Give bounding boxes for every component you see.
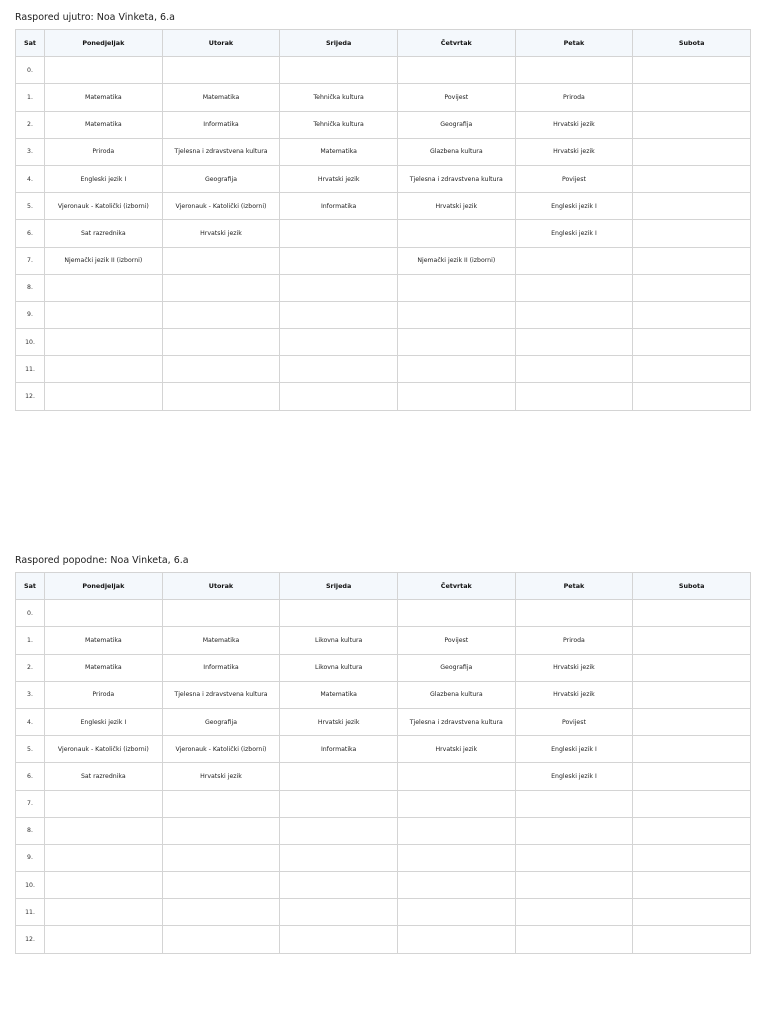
lesson-cell-srijeda [280, 247, 398, 274]
lesson-cell-petak [515, 274, 633, 301]
lesson-cell-cetvrtak: Geografija [397, 654, 515, 681]
morning-schedule [15, 12, 751, 411]
lesson-cell-ponedjeljak: Priroda [45, 138, 163, 165]
table-row [16, 193, 751, 220]
lesson-cell-cetvrtak: Njemački jezik II (izborni) [397, 247, 515, 274]
period-number: 0. [16, 57, 45, 84]
lesson-cell-subota [633, 274, 751, 301]
morning-timetable [15, 29, 751, 411]
lesson-cell-ponedjeljak [45, 790, 163, 817]
lesson-cell-ponedjeljak [45, 356, 163, 383]
lesson-cell-petak [515, 899, 633, 926]
lesson-cell-petak [515, 356, 633, 383]
lesson-cell-petak: Povijest [515, 165, 633, 192]
lesson-cell-srijeda [280, 57, 398, 84]
lesson-cell-cetvrtak: Povijest [397, 627, 515, 654]
lesson-cell-petak: Priroda [515, 84, 633, 111]
lesson-cell-ponedjeljak [45, 274, 163, 301]
lesson-cell-srijeda [280, 763, 398, 790]
period-number: 0. [16, 600, 45, 627]
lesson-cell-srijeda: Likovna kultura [280, 654, 398, 681]
lesson-cell-utorak [162, 899, 280, 926]
lesson-cell-subota [633, 681, 751, 708]
lesson-cell-utorak: Geografija [162, 165, 280, 192]
lesson-cell-petak [515, 790, 633, 817]
lesson-cell-utorak [162, 817, 280, 844]
lesson-cell-cetvrtak [397, 844, 515, 871]
lesson-cell-ponedjeljak [45, 57, 163, 84]
table-row [16, 274, 751, 301]
lesson-cell-ponedjeljak [45, 817, 163, 844]
lesson-cell-petak [515, 844, 633, 871]
lesson-cell-srijeda: Informatika [280, 736, 398, 763]
lesson-cell-cetvrtak [397, 600, 515, 627]
period-number: 12. [16, 383, 45, 410]
period-number: 2. [16, 111, 45, 138]
afternoon-table-body [16, 600, 751, 953]
lesson-cell-ponedjeljak [45, 301, 163, 328]
table-row [16, 681, 751, 708]
lesson-cell-utorak: Tjelesna i zdravstvena kultura [162, 138, 280, 165]
lesson-cell-srijeda: Hrvatski jezik [280, 708, 398, 735]
period-number: 12. [16, 926, 45, 953]
lesson-cell-subota [633, 817, 751, 844]
column-header-srijeda: Srijeda [280, 573, 398, 600]
afternoon-timetable [15, 572, 751, 954]
lesson-cell-petak: Hrvatski jezik [515, 681, 633, 708]
lesson-cell-cetvrtak: Tjelesna i zdravstvena kultura [397, 165, 515, 192]
lesson-cell-cetvrtak [397, 899, 515, 926]
lesson-cell-srijeda [280, 329, 398, 356]
lesson-cell-ponedjeljak: Vjeronauk - Katolički (izborni) [45, 736, 163, 763]
lesson-cell-petak: Engleski jezik I [515, 220, 633, 247]
lesson-cell-subota [633, 57, 751, 84]
lesson-cell-petak: Engleski jezik I [515, 193, 633, 220]
header-row [16, 30, 751, 57]
lesson-cell-ponedjeljak [45, 329, 163, 356]
lesson-cell-utorak [162, 57, 280, 84]
period-number: 9. [16, 301, 45, 328]
table-row [16, 654, 751, 681]
table-row [16, 899, 751, 926]
lesson-cell-ponedjeljak [45, 600, 163, 627]
column-header-subota: Subota [633, 573, 751, 600]
lesson-cell-srijeda [280, 600, 398, 627]
lesson-cell-utorak [162, 926, 280, 953]
lesson-cell-utorak [162, 356, 280, 383]
lesson-cell-ponedjeljak: Njemački jezik II (izborni) [45, 247, 163, 274]
table-row [16, 383, 751, 410]
period-number: 8. [16, 274, 45, 301]
lesson-cell-petak: Povijest [515, 708, 633, 735]
table-row [16, 600, 751, 627]
lesson-cell-srijeda: Likovna kultura [280, 627, 398, 654]
lesson-cell-utorak [162, 329, 280, 356]
lesson-cell-petak [515, 600, 633, 627]
lesson-cell-subota [633, 708, 751, 735]
lesson-cell-petak: Hrvatski jezik [515, 654, 633, 681]
table-row [16, 301, 751, 328]
period-number: 10. [16, 872, 45, 899]
lesson-cell-cetvrtak: Povijest [397, 84, 515, 111]
lesson-cell-srijeda [280, 274, 398, 301]
lesson-cell-utorak [162, 274, 280, 301]
lesson-cell-subota [633, 899, 751, 926]
table-row [16, 708, 751, 735]
lesson-cell-petak: Engleski jezik I [515, 736, 633, 763]
table-row [16, 817, 751, 844]
lesson-cell-cetvrtak [397, 872, 515, 899]
table-row [16, 356, 751, 383]
column-header-subota: Subota [633, 30, 751, 57]
lesson-cell-cetvrtak [397, 763, 515, 790]
lesson-cell-petak: Priroda [515, 627, 633, 654]
lesson-cell-srijeda: Tehnička kultura [280, 84, 398, 111]
lesson-cell-utorak: Informatika [162, 654, 280, 681]
lesson-cell-subota [633, 763, 751, 790]
table-row [16, 138, 751, 165]
column-header-utorak: Utorak [162, 30, 280, 57]
period-number: 1. [16, 84, 45, 111]
lesson-cell-petak: Engleski jezik I [515, 763, 633, 790]
lesson-cell-utorak: Tjelesna i zdravstvena kultura [162, 681, 280, 708]
period-number: 4. [16, 165, 45, 192]
period-number: 10. [16, 329, 45, 356]
lesson-cell-srijeda: Tehnička kultura [280, 111, 398, 138]
period-number: 3. [16, 138, 45, 165]
lesson-cell-subota [633, 736, 751, 763]
lesson-cell-subota [633, 627, 751, 654]
lesson-cell-petak [515, 926, 633, 953]
lesson-cell-cetvrtak [397, 301, 515, 328]
period-number: 6. [16, 763, 45, 790]
column-header-ponedjeljak: Ponedjeljak [45, 573, 163, 600]
lesson-cell-petak [515, 301, 633, 328]
lesson-cell-petak [515, 329, 633, 356]
lesson-cell-utorak: Vjeronauk - Katolički (izborni) [162, 193, 280, 220]
lesson-cell-subota [633, 872, 751, 899]
period-number: 4. [16, 708, 45, 735]
lesson-cell-cetvrtak: Glazbena kultura [397, 681, 515, 708]
period-number: 8. [16, 817, 45, 844]
lesson-cell-subota [633, 220, 751, 247]
table-row [16, 111, 751, 138]
afternoon-schedule-title: Raspored popodne: Noa Vinketa, 6.a [15, 555, 189, 566]
table-row [16, 220, 751, 247]
period-number: 7. [16, 247, 45, 274]
lesson-cell-subota [633, 844, 751, 871]
lesson-cell-srijeda: Matematika [280, 138, 398, 165]
lesson-cell-subota [633, 383, 751, 410]
period-number: 1. [16, 627, 45, 654]
lesson-cell-srijeda: Informatika [280, 193, 398, 220]
column-header-sat: Sat [16, 573, 45, 600]
lesson-cell-srijeda [280, 844, 398, 871]
lesson-cell-cetvrtak [397, 274, 515, 301]
table-row [16, 736, 751, 763]
lesson-cell-petak [515, 383, 633, 410]
morning-schedule-title: Raspored ujutro: Noa Vinketa, 6.a [15, 12, 175, 23]
lesson-cell-cetvrtak [397, 817, 515, 844]
lesson-cell-utorak [162, 600, 280, 627]
period-number: 7. [16, 790, 45, 817]
lesson-cell-utorak: Vjeronauk - Katolički (izborni) [162, 736, 280, 763]
table-row [16, 926, 751, 953]
lesson-cell-petak [515, 872, 633, 899]
lesson-cell-cetvrtak: Glazbena kultura [397, 138, 515, 165]
lesson-cell-cetvrtak [397, 57, 515, 84]
lesson-cell-ponedjeljak [45, 872, 163, 899]
lesson-cell-utorak: Informatika [162, 111, 280, 138]
lesson-cell-ponedjeljak: Priroda [45, 681, 163, 708]
lesson-cell-cetvrtak: Hrvatski jezik [397, 736, 515, 763]
lesson-cell-srijeda [280, 899, 398, 926]
lesson-cell-utorak [162, 301, 280, 328]
lesson-cell-srijeda [280, 817, 398, 844]
lesson-cell-ponedjeljak: Matematika [45, 654, 163, 681]
period-number: 5. [16, 736, 45, 763]
lesson-cell-cetvrtak [397, 356, 515, 383]
table-row [16, 165, 751, 192]
lesson-cell-cetvrtak [397, 926, 515, 953]
period-number: 3. [16, 681, 45, 708]
lesson-cell-srijeda [280, 301, 398, 328]
lesson-cell-ponedjeljak: Matematika [45, 111, 163, 138]
lesson-cell-ponedjeljak: Matematika [45, 84, 163, 111]
lesson-cell-cetvrtak [397, 329, 515, 356]
lesson-cell-subota [633, 165, 751, 192]
table-row [16, 84, 751, 111]
lesson-cell-ponedjeljak [45, 844, 163, 871]
lesson-cell-ponedjeljak [45, 926, 163, 953]
column-header-srijeda: Srijeda [280, 30, 398, 57]
lesson-cell-cetvrtak [397, 220, 515, 247]
lesson-cell-ponedjeljak [45, 899, 163, 926]
lesson-cell-ponedjeljak: Matematika [45, 627, 163, 654]
lesson-cell-petak [515, 817, 633, 844]
lesson-cell-srijeda: Matematika [280, 681, 398, 708]
lesson-cell-utorak [162, 844, 280, 871]
lesson-cell-cetvrtak [397, 383, 515, 410]
afternoon-schedule [15, 555, 751, 954]
lesson-cell-petak: Hrvatski jezik [515, 138, 633, 165]
column-header-utorak: Utorak [162, 573, 280, 600]
lesson-cell-srijeda: Hrvatski jezik [280, 165, 398, 192]
lesson-cell-subota [633, 138, 751, 165]
column-header-sat: Sat [16, 30, 45, 57]
lesson-cell-petak: Hrvatski jezik [515, 111, 633, 138]
lesson-cell-srijeda [280, 383, 398, 410]
lesson-cell-subota [633, 600, 751, 627]
lesson-cell-utorak: Geografija [162, 708, 280, 735]
table-row [16, 329, 751, 356]
table-row [16, 627, 751, 654]
lesson-cell-subota [633, 926, 751, 953]
lesson-cell-ponedjeljak: Vjeronauk - Katolički (izborni) [45, 193, 163, 220]
lesson-cell-utorak [162, 872, 280, 899]
lesson-cell-petak [515, 247, 633, 274]
lesson-cell-subota [633, 84, 751, 111]
lesson-cell-subota [633, 111, 751, 138]
lesson-cell-utorak: Hrvatski jezik [162, 220, 280, 247]
lesson-cell-cetvrtak [397, 790, 515, 817]
period-number: 9. [16, 844, 45, 871]
header-row [16, 573, 751, 600]
lesson-cell-petak [515, 57, 633, 84]
lesson-cell-utorak: Matematika [162, 627, 280, 654]
lesson-cell-ponedjeljak: Engleski jezik I [45, 708, 163, 735]
column-header-petak: Petak [515, 573, 633, 600]
table-row [16, 844, 751, 871]
lesson-cell-utorak: Matematika [162, 84, 280, 111]
column-header-cetvrtak: Četvrtak [397, 30, 515, 57]
lesson-cell-cetvrtak: Tjelesna i zdravstvena kultura [397, 708, 515, 735]
lesson-cell-ponedjeljak [45, 383, 163, 410]
lesson-cell-utorak [162, 383, 280, 410]
table-row [16, 247, 751, 274]
column-header-cetvrtak: Četvrtak [397, 573, 515, 600]
table-row [16, 872, 751, 899]
lesson-cell-srijeda [280, 926, 398, 953]
lesson-cell-srijeda [280, 220, 398, 247]
period-number: 5. [16, 193, 45, 220]
lesson-cell-srijeda [280, 872, 398, 899]
lesson-cell-ponedjeljak: Sat razrednika [45, 220, 163, 247]
lesson-cell-utorak [162, 247, 280, 274]
lesson-cell-cetvrtak: Hrvatski jezik [397, 193, 515, 220]
table-row [16, 57, 751, 84]
lesson-cell-subota [633, 301, 751, 328]
period-number: 11. [16, 899, 45, 926]
lesson-cell-ponedjeljak: Sat razrednika [45, 763, 163, 790]
lesson-cell-utorak [162, 790, 280, 817]
table-row [16, 790, 751, 817]
lesson-cell-srijeda [280, 790, 398, 817]
lesson-cell-subota [633, 247, 751, 274]
morning-table-body [16, 57, 751, 410]
period-number: 11. [16, 356, 45, 383]
period-number: 6. [16, 220, 45, 247]
lesson-cell-subota [633, 654, 751, 681]
lesson-cell-subota [633, 356, 751, 383]
table-row [16, 763, 751, 790]
lesson-cell-utorak: Hrvatski jezik [162, 763, 280, 790]
lesson-cell-subota [633, 193, 751, 220]
column-header-ponedjeljak: Ponedjeljak [45, 30, 163, 57]
lesson-cell-srijeda [280, 356, 398, 383]
lesson-cell-subota [633, 329, 751, 356]
lesson-cell-cetvrtak: Geografija [397, 111, 515, 138]
column-header-petak: Petak [515, 30, 633, 57]
period-number: 2. [16, 654, 45, 681]
lesson-cell-ponedjeljak: Engleski jezik I [45, 165, 163, 192]
lesson-cell-subota [633, 790, 751, 817]
